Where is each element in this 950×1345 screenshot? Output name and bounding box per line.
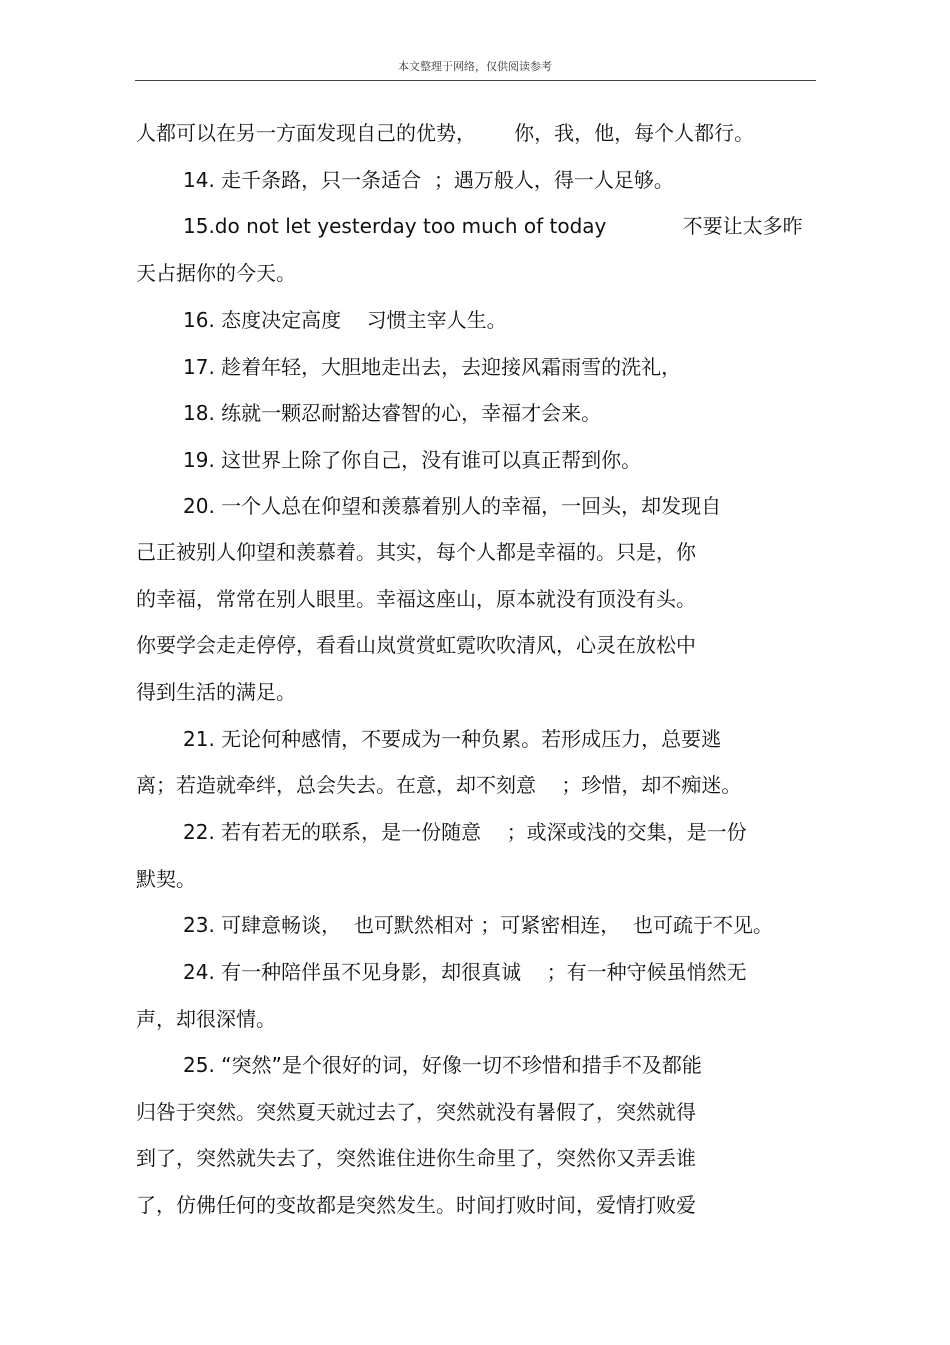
text-line: 14. 走千条路，只一条适合 ；遇万般人，得一人足够。 [183, 168, 674, 192]
text-line: 19. 这世界上除了你自己，没有谁可以真正帮到你。 [183, 448, 642, 472]
text-line: 人都可以在另一方面发现自己的优势， 你，我，他，每个人都行。 [136, 121, 755, 145]
text-line: 默契。 [136, 867, 196, 891]
text-line: 22. 若有若无的联系，是一份随意 ；或深或浅的交集，是一份 [183, 820, 747, 844]
text-line: 你要学会走走停停，看看山岚赏赏虹霓吹吹清风，心灵在放松中 [136, 633, 696, 657]
text-line: 23. 可肆意畅谈， 也可默然相对 ；可紧密相连， 也可疏于不见。 [183, 913, 773, 937]
text-line: 声，却很深情。 [136, 1007, 276, 1031]
text-line: 25. “突然”是个很好的词，好像一切不珍惜和措手不及都能 [183, 1053, 702, 1077]
text-line: 己正被别人仰望和羡慕着。其实，每个人都是幸福的。只是，你 [136, 540, 696, 564]
text-line: 到了，突然就失去了，突然谁住进你生命里了，突然你又弄丢谁 [136, 1146, 696, 1170]
page-header: 本文整理于网络，仅供阅读参考 [398, 60, 552, 73]
text-line: 18. 练就一颗忍耐豁达睿智的心，幸福才会来。 [183, 401, 602, 425]
text-line: 16. 态度决定高度 习惯主宰人生。 [183, 308, 507, 332]
text-line: 21. 无论何种感情，不要成为一种负累。若形成压力，总要逃 [183, 727, 722, 751]
text-line: 天占据你的今天。 [136, 261, 296, 285]
text-line: 15.do not let yesterday too much of today 不要让太多昨 [183, 214, 803, 238]
text-line: 了，仿佛任何的变故都是突然发生。时间打败时间，爱情打败爱 [136, 1193, 696, 1217]
text-line: 归咎于突然。突然夏天就过去了，突然就没有暑假了，突然就得 [136, 1100, 696, 1124]
text-line: 离；若造就牵绊，总会失去。在意，却不刻意 ；珍惜，却不痴迷。 [136, 773, 742, 797]
text-line: 20. 一个人总在仰望和羡慕着别人的幸福，一回头，却发现自 [183, 494, 722, 518]
text-line: 24. 有一种陪伴虽不见身影，却很真诚 ；有一种守候虽悄然无 [183, 960, 747, 984]
text-line: 得到生活的满足。 [136, 680, 296, 704]
header-rule [135, 80, 816, 81]
text-line: 的幸福，常常在别人眼里。幸福这座山，原本就没有顶没有头。 [136, 587, 696, 611]
text-line: 17. 趁着年轻，大胆地走出去，去迎接风霜雨雪的洗礼， [183, 355, 682, 379]
